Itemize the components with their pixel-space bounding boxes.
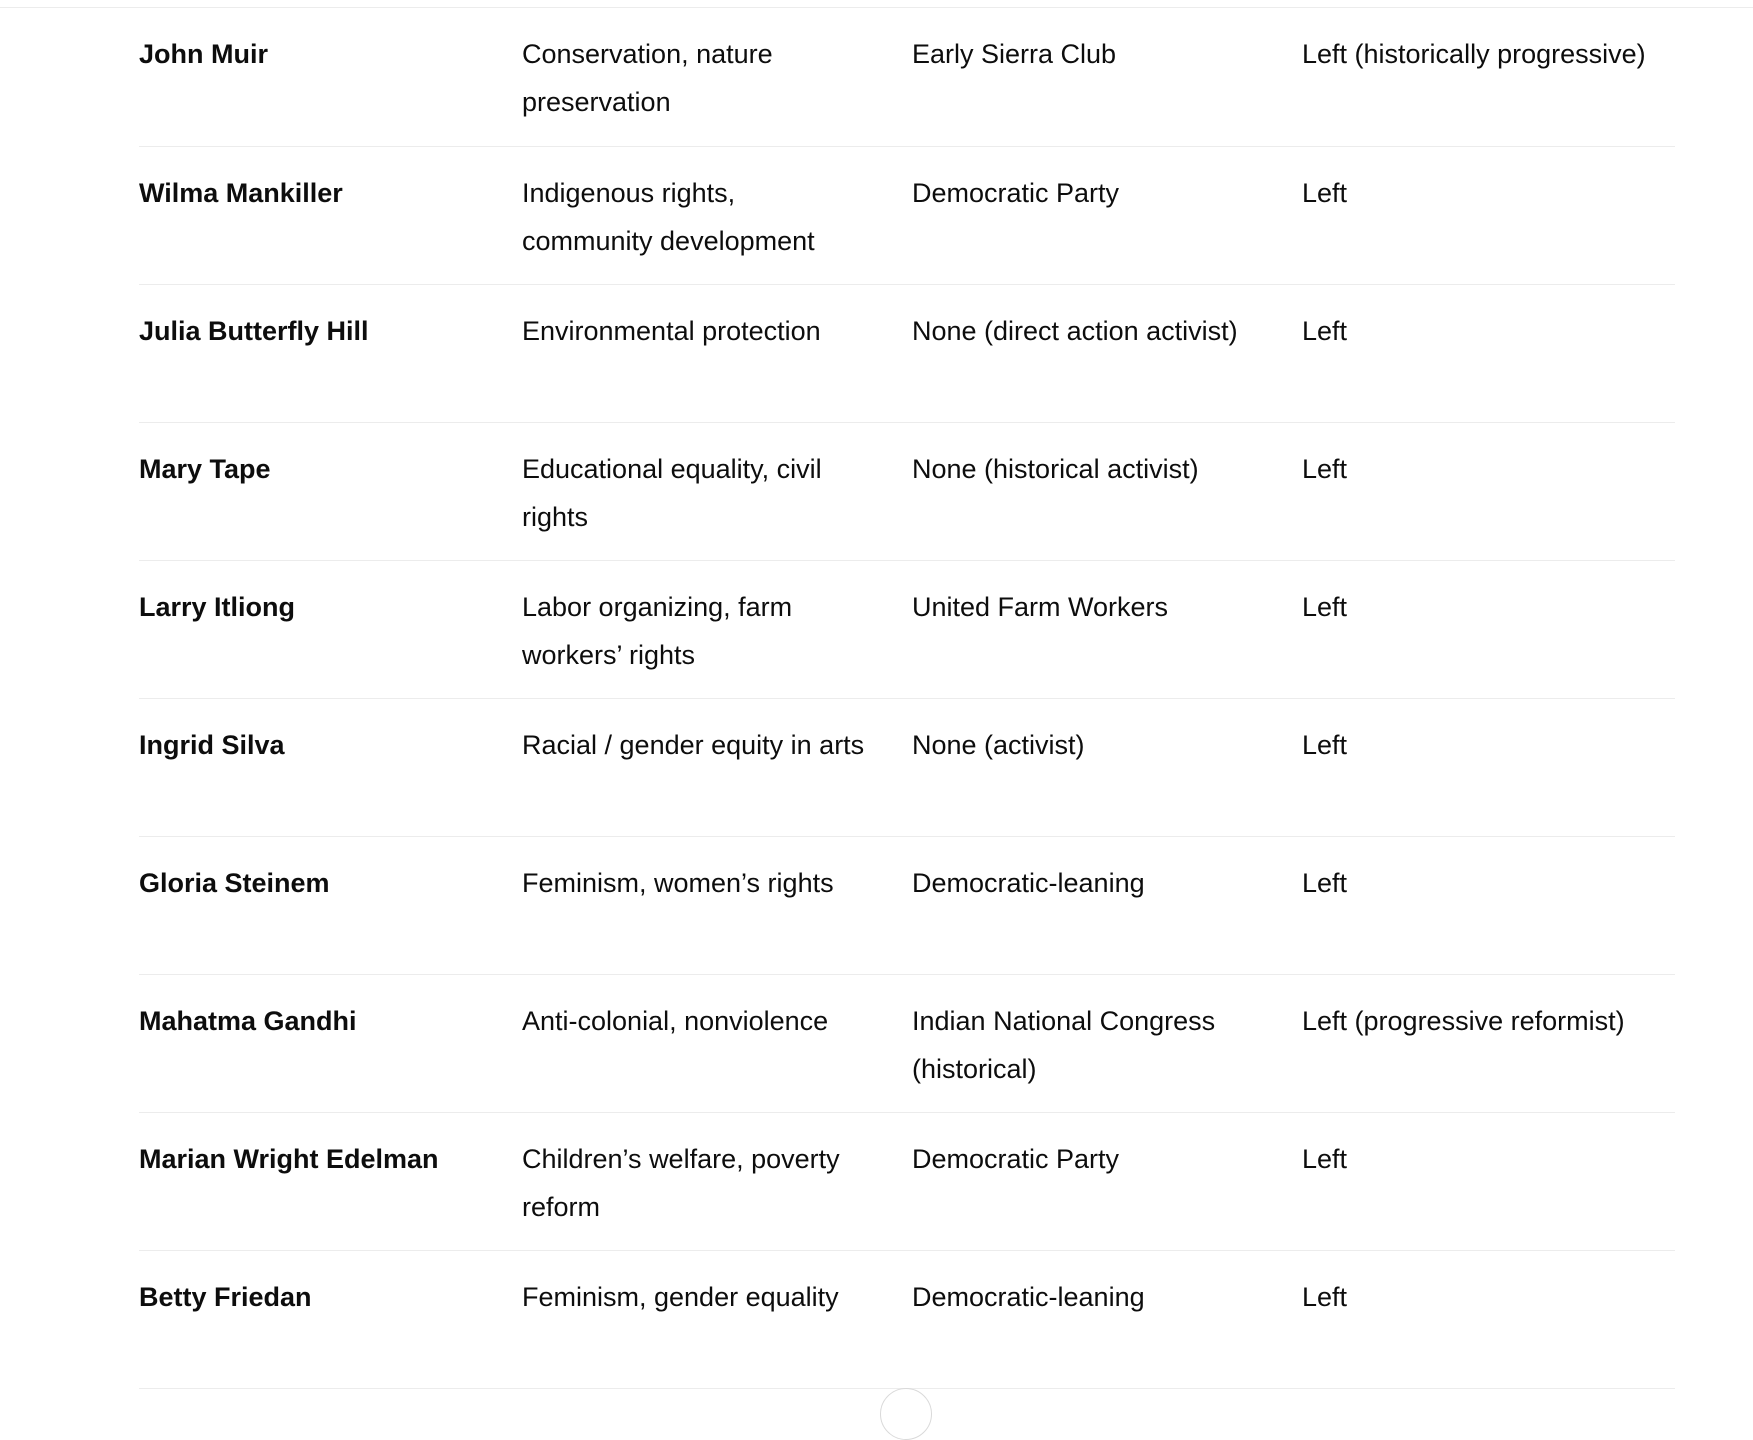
table-container [139, 8, 1675, 1389]
leaning-cell [1302, 836, 1675, 974]
leaning-cell [1302, 1250, 1675, 1388]
table-row [139, 698, 1675, 836]
leaning-cell [1302, 284, 1675, 422]
affiliation-cell [912, 836, 1302, 974]
focus-text: Labor organizing, farm workers’ rights [522, 591, 793, 670]
name-text: Mary Tape [139, 453, 271, 484]
table-row [139, 560, 1675, 698]
table-row [139, 422, 1675, 560]
focus-cell [522, 422, 912, 560]
leaning-cell [1302, 8, 1675, 146]
table-body [139, 8, 1675, 1388]
focus-text: Indigenous rights, community development [522, 177, 815, 256]
focus-cell [522, 1112, 912, 1250]
name-text: Ingrid Silva [139, 729, 285, 760]
name-text: John Muir [139, 39, 268, 69]
name-cell [139, 1112, 522, 1250]
name-text: Mahatma Gandhi [139, 1005, 357, 1036]
table-row [139, 284, 1675, 422]
scroll-to-bottom-button[interactable] [880, 1388, 932, 1440]
affiliation-text: None (direct action activist) [912, 315, 1238, 346]
name-cell [139, 1250, 522, 1388]
focus-cell [522, 1250, 912, 1388]
focus-text: Racial / gender equity in arts [522, 729, 865, 760]
focus-cell [522, 8, 912, 146]
affiliation-cell [912, 146, 1302, 284]
affiliation-text: None (activist) [912, 729, 1085, 760]
focus-text: Educational equality, civil rights [522, 453, 822, 532]
affiliation-cell [912, 422, 1302, 560]
leaning-cell [1302, 974, 1675, 1112]
focus-text: Children’s welfare, poverty reform [522, 1143, 840, 1222]
leaning-cell [1302, 1112, 1675, 1250]
leaning-text: Left [1302, 315, 1348, 346]
affiliation-text: Early Sierra Club [912, 39, 1117, 69]
name-text: Marian Wright Edelman [139, 1143, 439, 1174]
table-row [139, 974, 1675, 1112]
focus-text: Conservation, nature preservation [522, 39, 773, 117]
focus-text: Environmental protection [522, 315, 821, 346]
affiliation-text: United Farm Workers [912, 591, 1169, 622]
leaning-text: Left [1302, 177, 1348, 208]
name-text: Julia Butterfly Hill [139, 315, 369, 346]
affiliation-cell [912, 974, 1302, 1112]
focus-cell [522, 560, 912, 698]
affiliation-text: Indian National Congress (historical) [912, 1005, 1216, 1084]
affiliation-cell [912, 560, 1302, 698]
table-row [139, 1250, 1675, 1388]
name-cell [139, 8, 522, 146]
affiliation-text: Democratic Party [912, 177, 1120, 208]
name-cell [139, 284, 522, 422]
focus-cell [522, 698, 912, 836]
name-cell [139, 422, 522, 560]
leaning-text: Left (progressive reformist) [1302, 1005, 1625, 1036]
focus-text: Anti-colonial, nonviolence [522, 1005, 829, 1036]
table-row [139, 1112, 1675, 1250]
focus-cell [522, 836, 912, 974]
affiliation-text: Democratic Party [912, 1143, 1120, 1174]
name-cell [139, 974, 522, 1112]
leaning-cell [1302, 560, 1675, 698]
focus-text: Feminism, gender equality [522, 1281, 839, 1312]
focus-cell [522, 974, 912, 1112]
focus-cell [522, 284, 912, 422]
name-text: Wilma Mankiller [139, 177, 343, 208]
leaning-text: Left [1302, 867, 1348, 898]
name-cell [139, 146, 522, 284]
leaning-text: Left [1302, 729, 1348, 760]
affiliation-cell [912, 8, 1302, 146]
affiliation-text: Democratic-leaning [912, 1281, 1145, 1312]
affiliation-text: Democratic-leaning [912, 867, 1145, 898]
leaning-cell [1302, 698, 1675, 836]
leaning-cell [1302, 422, 1675, 560]
affiliation-cell [912, 284, 1302, 422]
name-cell [139, 836, 522, 974]
affiliation-cell [912, 1112, 1302, 1250]
name-text: Betty Friedan [139, 1281, 312, 1312]
name-text: Larry Itliong [139, 591, 296, 622]
focus-cell [522, 146, 912, 284]
leaning-text: Left [1302, 453, 1348, 484]
leaning-text: Left [1302, 1143, 1348, 1174]
affiliation-cell [912, 698, 1302, 836]
affiliation-cell [912, 1250, 1302, 1388]
affiliation-text: None (historical activist) [912, 453, 1199, 484]
leaning-text: Left [1302, 591, 1348, 622]
table-row [139, 146, 1675, 284]
table-row [139, 836, 1675, 974]
name-cell [139, 698, 522, 836]
focus-text: Feminism, women’s rights [522, 867, 834, 898]
leaning-text: Left [1302, 1281, 1348, 1312]
name-cell [139, 560, 522, 698]
table-row [139, 8, 1675, 146]
name-text: Gloria Steinem [139, 867, 330, 898]
leaning-cell [1302, 146, 1675, 284]
leaning-text: Left (historically progressive) [1302, 39, 1646, 69]
activists-table [139, 8, 1675, 1389]
